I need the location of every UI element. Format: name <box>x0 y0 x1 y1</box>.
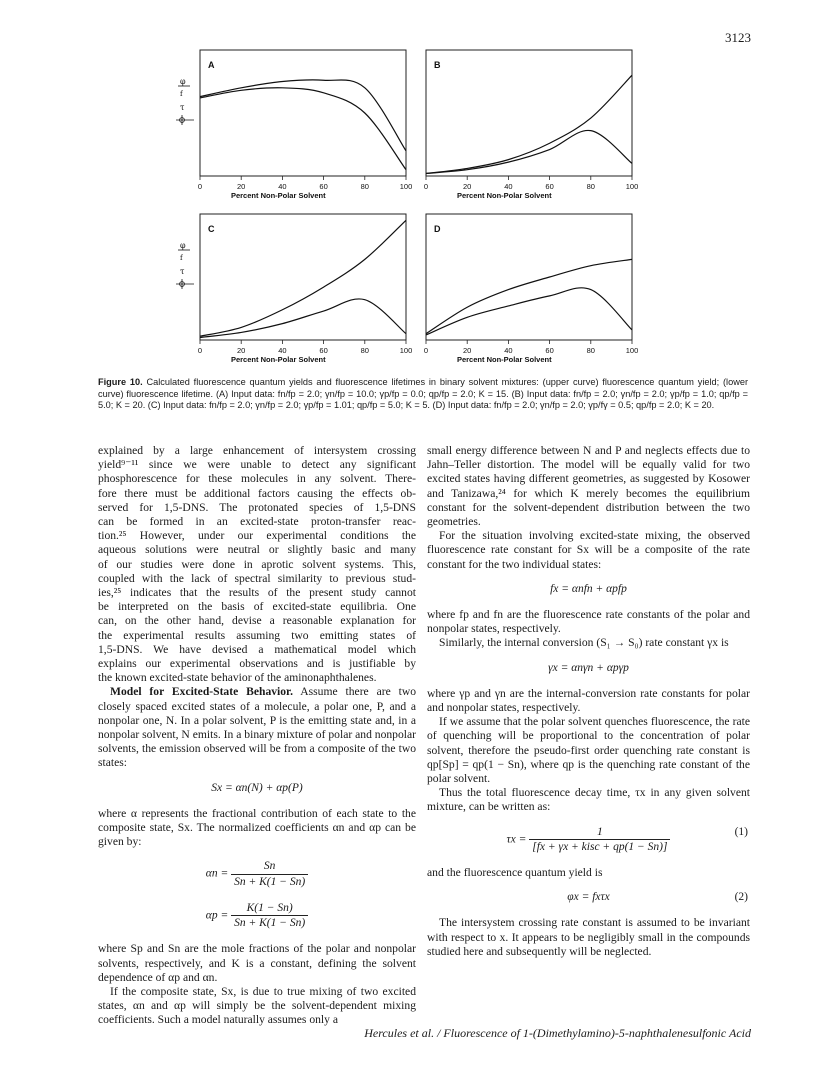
figure-caption <box>98 377 748 412</box>
panel-d-plot <box>420 212 650 364</box>
x-axis-title: Percent Non-Polar Solvent <box>230 191 326 200</box>
x-tick-label: 100 <box>625 182 639 191</box>
equation-phi <box>427 890 750 904</box>
quantum-yield-curve <box>200 220 406 336</box>
equation-number-2: (2) <box>734 891 748 904</box>
left-line: explained by a large enhancement of intersystem crossing <box>98 444 416 457</box>
left-line: the known excited-state behavior of the aminonaphthalenes. <box>98 671 377 685</box>
panel-frame <box>200 50 406 176</box>
panel-letter: D <box>434 224 441 234</box>
x-tick-label: 20 <box>463 182 472 191</box>
equation-alpha-p <box>98 901 416 930</box>
composite-text: If the composite state, Sx, is due to true mixing of two excited states, αn and αp will simply be the solvent-dependent mixing coefficients. Such a model naturally assumes only a <box>98 984 416 1027</box>
y-axis-symbol-icon <box>176 241 194 289</box>
tau-denominator: [fx + γx + kisc + qp(1 − Sn)] <box>532 840 668 853</box>
x-tick-label: 80 <box>586 346 595 355</box>
svg-text:φ: φ <box>180 77 186 86</box>
right-paragraph-2: For the situation involving excited-state mixing, the observed fluorescence rate constant for Sx will be a composite of the rate constant for the two individual states: <box>427 529 750 571</box>
left-column-opening <box>98 444 416 685</box>
right-paragraph-9: The intersystem crossing rate constant is assumed to be invariant with respect to x. It appears to be negligibly small in the compounds studied here and subsequently will be neglected. <box>427 916 750 958</box>
model-text: Assume there are two closely spaced excited states of a molecule, a polar one, P, and a nonpolar one, N. In a polar solvent, P is the emitting state and, in a nonpolar solvent, N emits. In a binary mixture of polar and nonpolar solvents, the emission observed will be from a composite of the two states: <box>98 685 416 770</box>
quantum-yield-curve <box>426 75 632 173</box>
x-tick-label: 80 <box>586 182 595 191</box>
panel-letter: C <box>208 224 215 234</box>
tau-numerator: 1 <box>529 825 670 840</box>
left-line: phosphorescence for these molecules in any solvent. There- <box>98 472 416 486</box>
x-tick-label: 0 <box>197 346 203 355</box>
right-paragraph-1: small energy difference between N and P and neglects effects due to Jahn–Teller distortion. The model will be equally valid for two excited states having different geometries, as suggested by Kosower and Tanizawa,²⁴ for which K merely becomes the equilibrium constant for the solvent-dependent distribution between the two geometries. <box>427 444 750 529</box>
x-tick-label: 20 <box>237 346 246 355</box>
panel-letter: A <box>208 60 215 70</box>
figure-caption-label: Figure 10. <box>98 377 143 387</box>
page-number: 3123 <box>725 30 751 45</box>
tau-lhs: τx = <box>506 833 527 846</box>
after-alpha-text: where Sp and Sn are the mole fractions of the polar and nonpolar solvents, respectively, and K is a constant, defining the solvent dependence of αp and αn. <box>98 942 416 984</box>
x-tick-label: 80 <box>360 182 369 191</box>
x-tick-label: 100 <box>399 346 413 355</box>
right-paragraph-3: where fp and fn are the fluorescence rate constants of the polar and nonpolar states, respectively. <box>427 608 750 636</box>
x-tick-label: 80 <box>360 346 369 355</box>
figure-caption-text: Calculated fluorescence quantum yields and fluorescence lifetimes in binary solvent mixtures: (upper curve) fluorescence quantum yield; (lower curve) fluorescence lifetime. (A) Input data: fn/fp = 2.0; γn/fp = 10.0; γp/fp = 0.0; qp/fp = 2.0; K = 15. (B) Input data: fn/fp = 2.0; γn/fp = 2.0; γp/fp = 1.0; qp/fp = 5.0; K = 20. (C) Input data: fn/fp = 2.0; γn/fp = 2.0; γp/fp = 1.01; qp/fp = 5.0; K = 5. (D) Input data: fn/fp = 2.0; γn/fp = 2.0; γp/fγ = 0.5; qp/fp = 2.0; K = 20. <box>98 377 749 410</box>
left-line: of our studies were done in aprotic solvent systems. This, <box>98 557 416 571</box>
figure-panel-b <box>420 48 650 200</box>
left-line: can, on the other hand, devise a reasonable explanation for <box>98 614 416 628</box>
left-line: the experimental results assuming two emitting states of <box>98 628 416 642</box>
x-axis-title: Percent Non-Polar Solvent <box>456 191 552 200</box>
alpha-p-lhs: αp = <box>205 909 229 922</box>
panel-a-plot <box>160 48 420 200</box>
right-paragraph-8: and the fluorescence quantum yield is <box>427 866 603 880</box>
x-tick-label: 20 <box>237 182 246 191</box>
figure-panel-a <box>160 48 420 200</box>
left-line: coupled with the lack of spectral similarity to previous stud- <box>98 571 416 585</box>
equation-alpha-n <box>98 859 416 888</box>
svg-text:τ: τ <box>180 103 185 112</box>
left-line: yield⁹⁻¹¹ since we were unable to detect any significant <box>98 458 416 472</box>
x-tick-label: 100 <box>399 182 413 191</box>
x-tick-label: 60 <box>545 346 554 355</box>
panel-letter: B <box>434 60 441 70</box>
x-axis-title: Percent Non-Polar Solvent <box>230 355 326 364</box>
model-heading: Model for Excited-State Behavior. <box>110 685 294 699</box>
x-tick-label: 40 <box>278 182 287 191</box>
panel-b-plot <box>420 48 650 200</box>
x-tick-label: 60 <box>545 182 554 191</box>
phi-text: φx = fxτx <box>567 891 610 904</box>
left-line: fore there must be additional factors causing the effects ob- <box>98 486 416 500</box>
left-line: tion.²⁵ However, under our experimental conditions the <box>98 529 416 543</box>
right-paragraph-6: If we assume that the polar solvent quenches fluorescence, the rate of quenching will be proportional to the concentration of polar solvent, therefore the pseudo-first order quenching rate constant is qp[Sp] = qp(1 − Sn), where qp is the quenching rate constant of the polar solvent. <box>427 715 750 786</box>
alpha-n-denominator: Sn + K(1 − Sn) <box>234 875 306 888</box>
x-tick-label: 20 <box>463 346 472 355</box>
svg-text:f: f <box>180 90 183 98</box>
x-tick-label: 40 <box>278 346 287 355</box>
equation-number-1: (1) <box>734 825 748 838</box>
running-footer: Hercules et al. / Fluorescence of 1-(Dimethylamino)-5-naphthalenesulfonic Acid <box>364 1026 751 1040</box>
left-line: 1,5-DNS. We have devised a mathematical model which <box>98 642 416 656</box>
x-tick-label: 40 <box>504 182 513 191</box>
y-axis-symbol-icon <box>176 77 194 125</box>
quantum-yield-curve <box>200 80 406 151</box>
right-paragraph-5: where γp and γn are the internal-conversion rate constants for polar and nonpolar states, respectively. <box>427 686 750 715</box>
x-tick-label: 40 <box>504 346 513 355</box>
figure-panel-d <box>420 212 650 364</box>
equation-fx: fx = αnfn + αpfp <box>550 582 627 595</box>
x-axis-title: Percent Non-Polar Solvent <box>456 355 552 364</box>
left-line: aqueous solutions were neutral or slightly basic and many <box>98 543 416 557</box>
lifetime-curve <box>200 299 406 338</box>
right-column <box>427 444 750 959</box>
x-tick-label: 0 <box>423 346 429 355</box>
equation-sx: Sx = αn(N) + αp(P) <box>211 781 303 794</box>
panel-frame <box>200 214 406 340</box>
figure-panel-c <box>160 212 420 364</box>
lifetime-curve <box>426 288 632 335</box>
x-tick-label: 60 <box>319 182 328 191</box>
left-line: can be formed in an excited-state proton-transfer reac- <box>98 515 416 529</box>
alpha-p-numerator: K(1 − Sn) <box>231 901 308 916</box>
panel-c-plot <box>160 212 420 364</box>
x-tick-label: 0 <box>197 182 203 191</box>
svg-text:φ: φ <box>180 241 186 250</box>
svg-text:τ: τ <box>180 267 185 276</box>
equation-tau <box>427 825 750 854</box>
alpha-text: where α represents the fractional contribution of each state to the composite state, Sx. The normalized coefficients αn and αp can be given by: <box>98 806 416 849</box>
x-tick-label: 0 <box>423 182 429 191</box>
x-tick-label: 60 <box>319 346 328 355</box>
alpha-n-lhs: αn = <box>205 867 229 880</box>
alpha-n-numerator: Sn <box>231 859 308 874</box>
left-line: be interpreted on the basis of excited-state equilibria. One <box>98 600 416 614</box>
equation-gamma-x: γx = αnγn + αpγp <box>548 661 629 674</box>
right-paragraph-7: Thus the total fluorescence decay time, τx in any given solvent mixture, can be written as: <box>427 786 750 814</box>
right-paragraph-4: Similarly, the internal conversion (S₁ → S₀) rate constant γx is <box>439 636 729 650</box>
svg-text:f: f <box>180 254 183 262</box>
left-line: ies,²⁵ indicates that the results of the present study cannot <box>98 586 416 600</box>
left-line: explains our experimental observations and is justifiable by <box>98 657 416 671</box>
alpha-p-denominator: Sn + K(1 − Sn) <box>234 917 306 930</box>
left-line: served for 1,5-DNS. The protonated species of 1,5-DNS <box>98 500 416 514</box>
left-column <box>98 444 416 1028</box>
x-tick-label: 100 <box>625 346 639 355</box>
